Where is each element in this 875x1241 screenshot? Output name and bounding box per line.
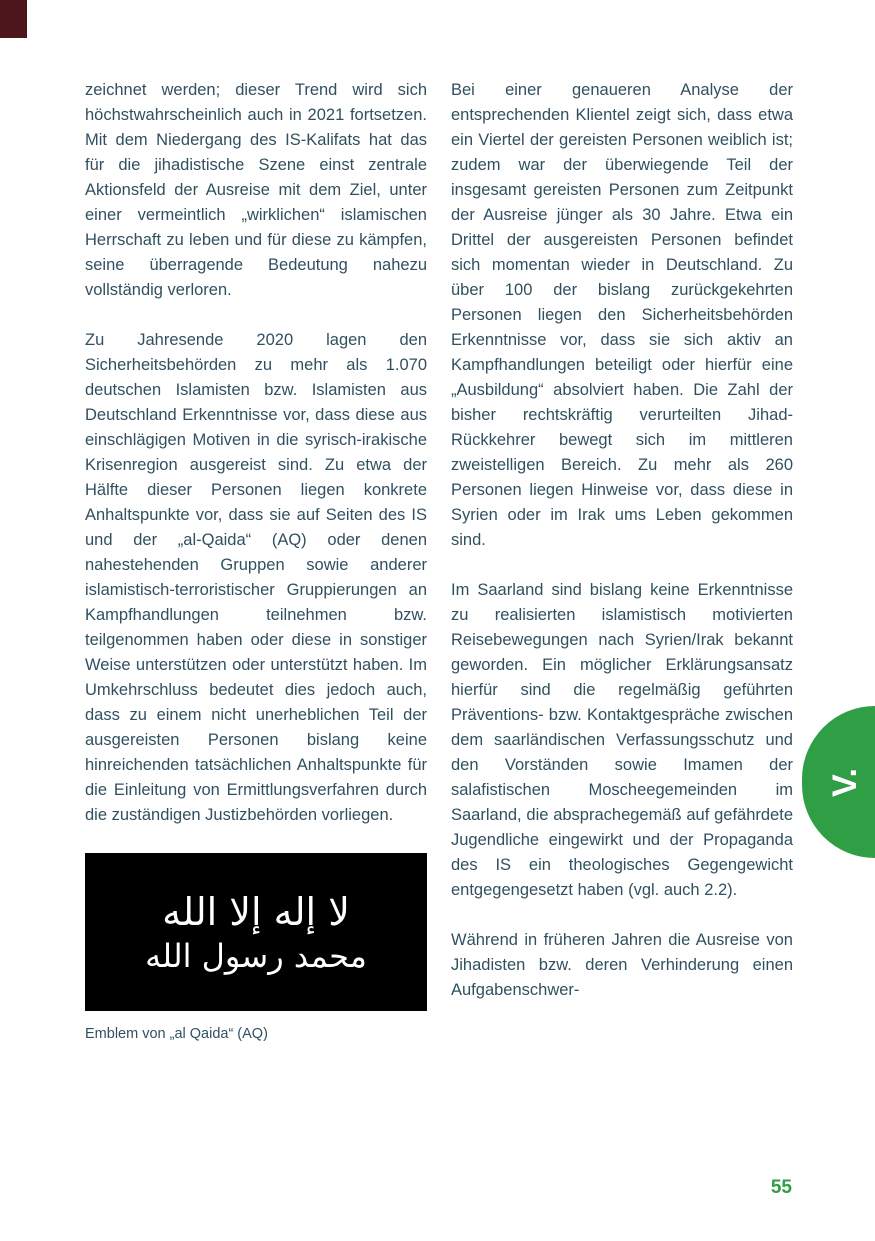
page-number: 55 (770, 1177, 792, 1198)
flag-calligraphy-line: محمد رسول الله (145, 936, 367, 975)
right-column (451, 78, 793, 1047)
text-columns (85, 78, 793, 1047)
flag-calligraphy-line: لا إله إلا الله (162, 890, 350, 935)
body-paragraph: zeichnet werden; dieser Trend wird sich höchstwahrscheinlich auch in 2021 fortsetzen. Mit dem Niedergang des IS-Kalifats hat das für die jihadistische Szene einst zentrale Aktionsfeld der Ausreise mit dem Ziel, unter einer vermeintlich „wirklichen“ islamischen Herrschaft zu leben und für diese zu kämpfen, seine überragende Bedeutung nahezu vollständig verloren. (85, 81, 427, 299)
body-paragraph: Zu Jahresende 2020 lagen den Sicherheitsbehörden zu mehr als 1.070 deutschen Islamisten bzw. Islamisten aus Deutschland Erkenntnisse vor, dass diese aus einschlägigen Motiven in die syrisch-irakische Krisenregion ausgereist sind. Zu etwa der Hälfte dieser Personen liegen konkrete Anhaltspunkte vor, dass sie auf Seiten des IS und der „al-Qaida“ (AQ) oder denen nahestehenden Gruppen sowie anderer islamistisch-terroristischer Gruppierungen an Kampfhandlungen teilnehmen bzw. teilgenommen haben oder diese in sonstiger Weise unterstützen oder unterstützt haben. Im Umkehrschluss bedeutet dies jedoch auch, dass zu einem nicht unerheblichen Teil der ausgereisten Personen bislang keine hinreichenden tatsächlichen Anhaltspunkte für die Einleitung von Ermittlungsverfahren durch die zuständigen Justizbehörden vorliegen. (85, 331, 427, 824)
section-tab-v (802, 706, 875, 858)
section-tab-label: V. (825, 767, 864, 797)
al-qaida-flag-image (85, 853, 427, 1011)
corner-mark (0, 0, 27, 38)
body-paragraph: Während in früheren Jahren die Ausreise von Jihadisten bzw. deren Verhinderung einen Aufgabenschwer- (451, 931, 793, 999)
figure-caption: Emblem von „al Qaida“ (AQ) (85, 1026, 268, 1042)
body-paragraph: Bei einer genaueren Analyse der entsprechenden Klientel zeigt sich, dass etwa ein Viertel der gereisten Personen weiblich ist; zudem war der überwiegende Teil der insgesamt gereisten Personen zum Zeitpunkt der Ausreise jünger als 30 Jahre. Etwa ein Drittel der ausgereisten Personen befindet sich momentan wieder in Deutschland. Zu über 100 der bislang zurückgekehrten Personen liegen den Sicherheitsbehörden Erkenntnisse vor, dass sie sich aktiv an Kampfhandlungen beteiligt oder hierfür eine „Ausbildung“ absolviert haben. Die Zahl der bisher rechtskräftig verurteilten Jihad-Rückkehrer bewegt sich im mittleren zweistelligen Bereich. Zu mehr als 260 Personen liegen Hinweise vor, dass diese in Syrien oder im Irak ums Leben gekommen sind. (451, 81, 793, 549)
left-column (85, 78, 427, 1047)
flag-figure (85, 853, 427, 1047)
body-paragraph: Im Saarland sind bislang keine Erkenntnisse zu realisierten islamistisch motivierten Reisebewegungen nach Syrien/Irak bekannt geworden. Ein möglicher Erklärungsansatz hierfür sind die regelmäßig geführten Präventions- bzw. Kontaktgespräche zwischen dem saarländischen Verfassungsschutz und den Vorständen sowie Imamen der salafistischen Moscheegemeinden im Saarland, die absprachegemäß auf gefährdete Jugendliche eingewirkt und der Propaganda des IS ein theologisches Gegengewicht entgegengesetzt haben (vgl. auch 2.2). (451, 581, 793, 899)
